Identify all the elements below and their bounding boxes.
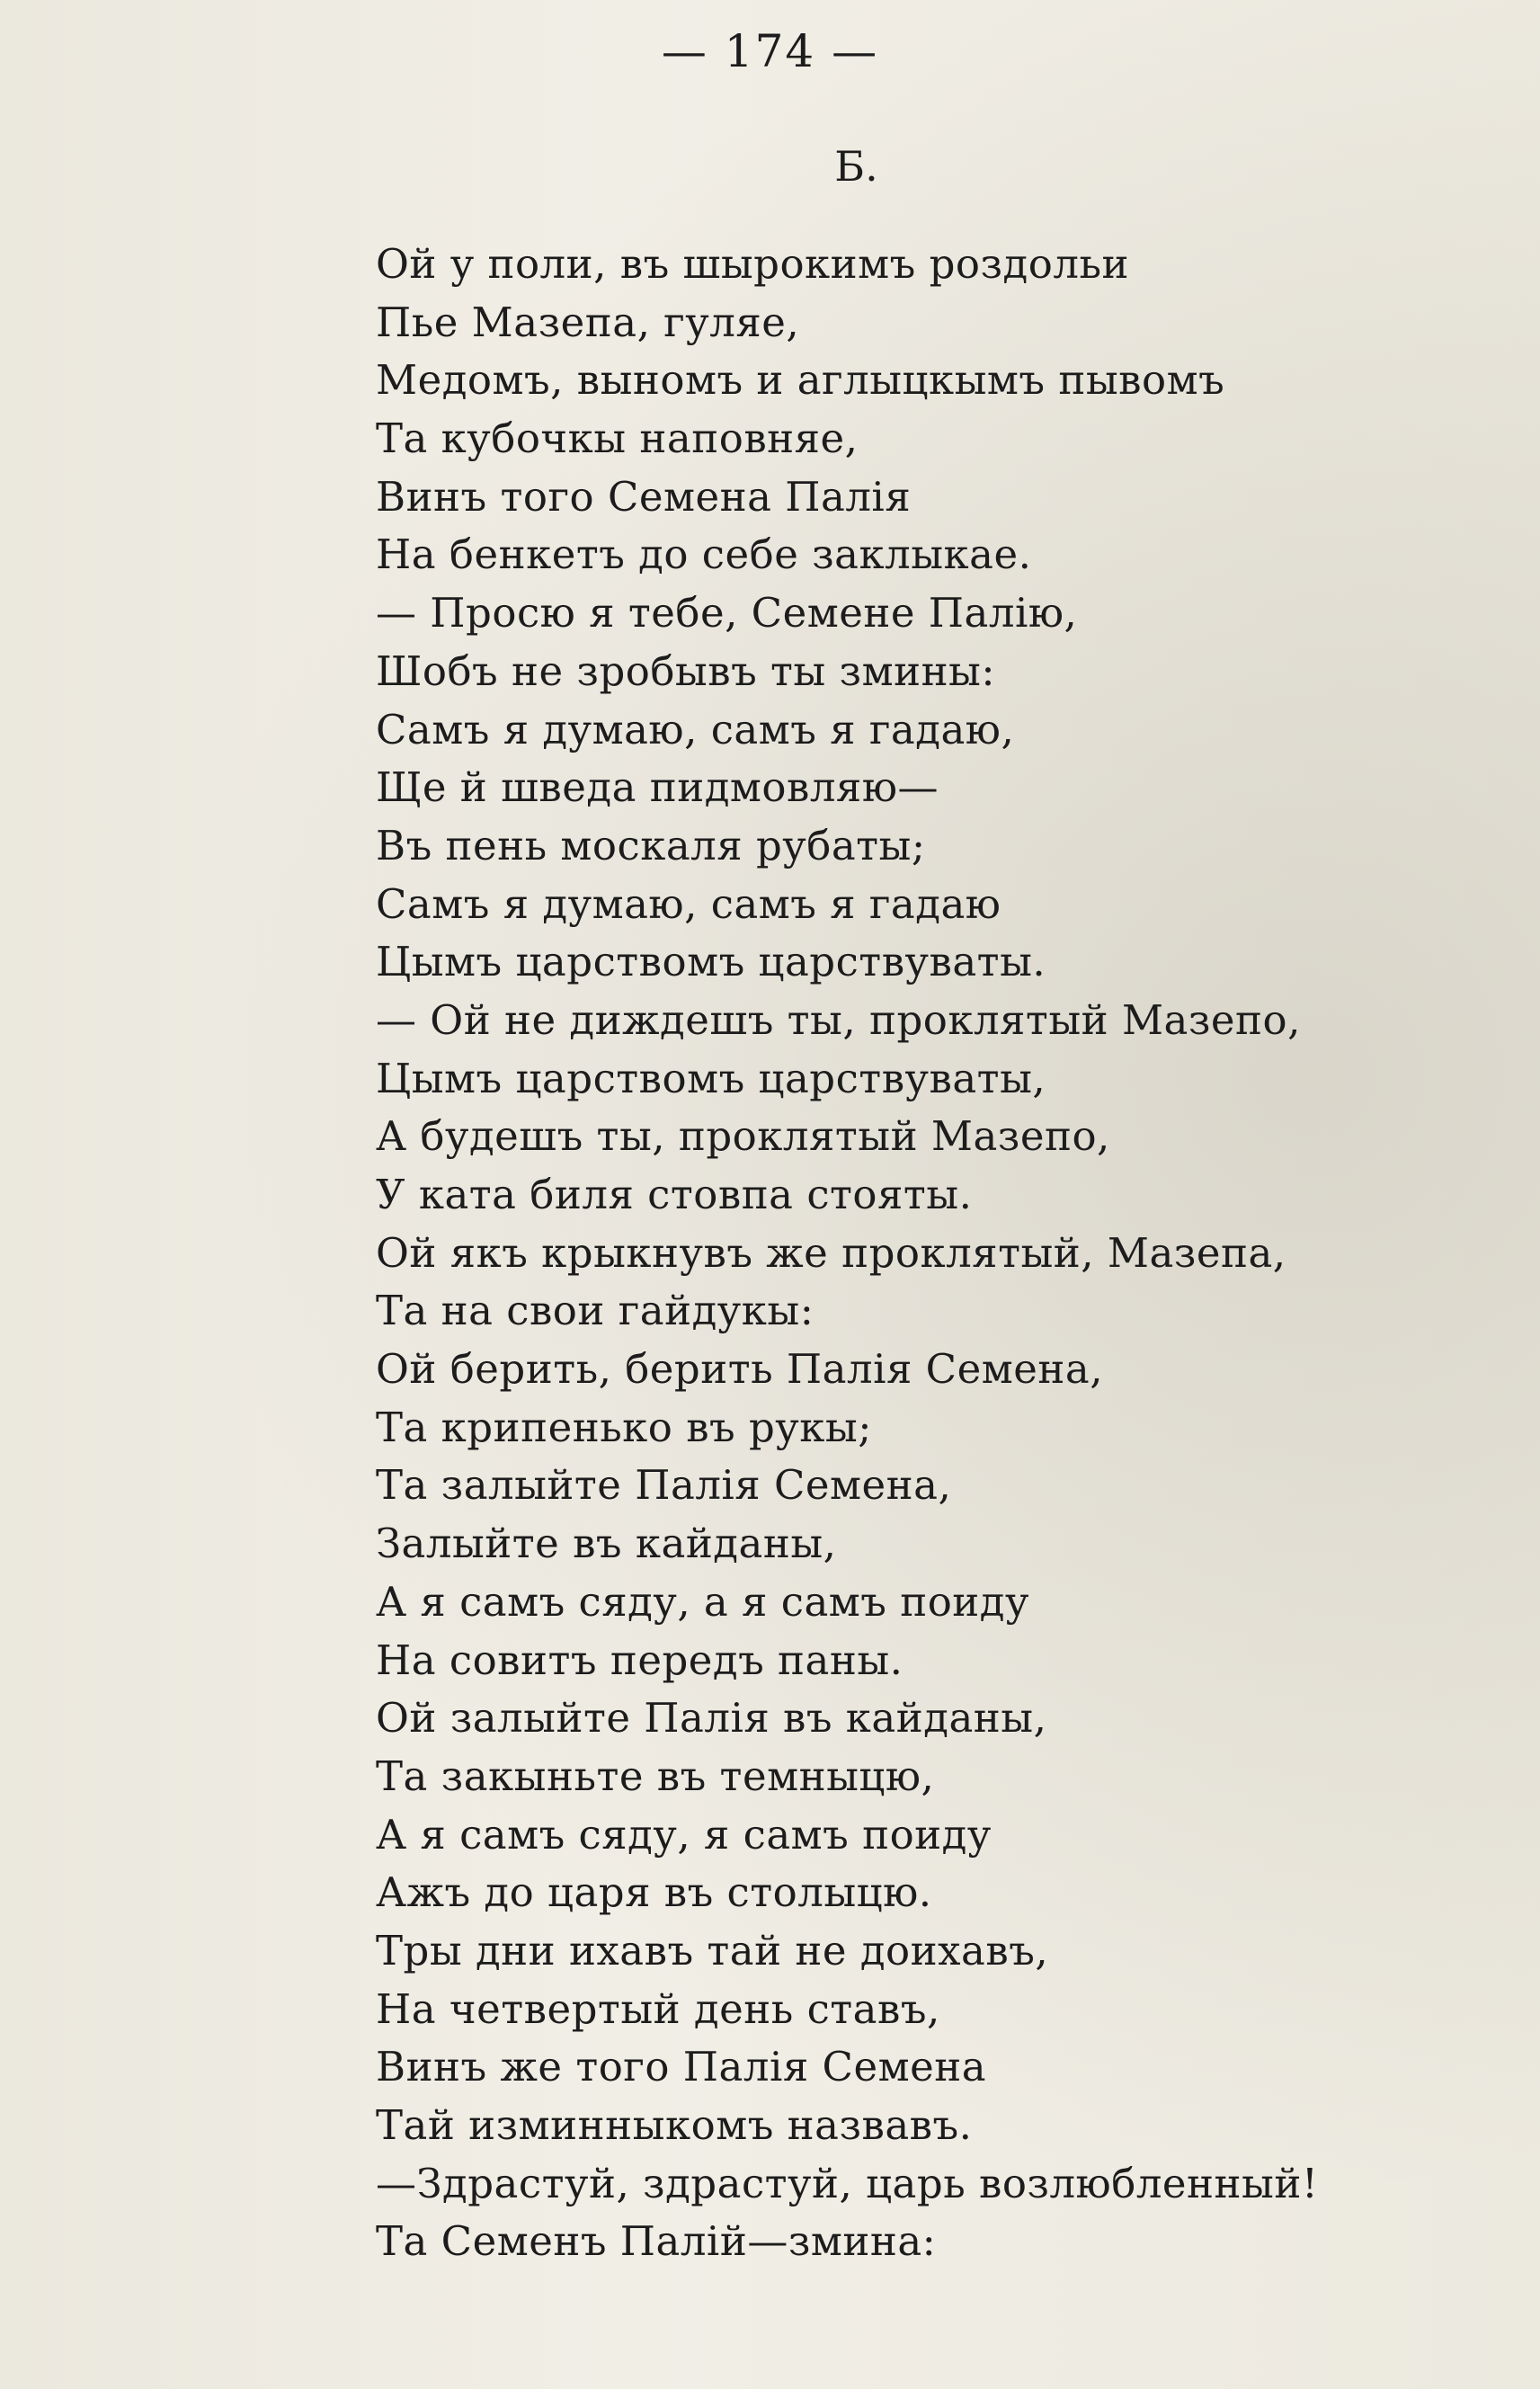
poem-line: А я самъ сяду, я самъ поиду: [376, 1810, 992, 1859]
poem-line: Медомъ, выномъ и аглыцкымъ пывомъ: [376, 356, 1225, 405]
poem-line: Тай изминныкомъ назвавъ.: [376, 2101, 973, 2149]
poem-line: Ой залыйте Палія въ кайданы,: [376, 1694, 1047, 1743]
poem-line: Винъ того Семена Палія: [376, 472, 912, 521]
poem-line: Самъ я думаю, самъ я гадаю,: [376, 705, 1015, 753]
poem-line: Шобъ не зробывъ ты змины:: [376, 646, 996, 695]
poem-line: Залыйте въ кайданы,: [376, 1520, 837, 1568]
poem-line: На бенкетъ до себе заклыкае.: [376, 530, 1032, 579]
poem-text: [376, 236, 1318, 2271]
poem-line: У ката биля стовпа стояты.: [376, 1171, 973, 1218]
poem-line: А будешъ ты, проклятый Мазепо,: [376, 1112, 1110, 1161]
poem-line: Ажъ до царя въ столыцю.: [376, 1868, 932, 1917]
poem-line: Ще й шведа пидмовляю—: [376, 763, 939, 812]
section-heading: Б.: [834, 142, 878, 191]
poem-line: Та крипенько въ рукы;: [376, 1403, 872, 1451]
poem-line: Тры дни ихавъ тай не доихавъ,: [376, 1926, 1049, 1974]
poem-line: Та Семенъ Палій—змина:: [376, 2217, 937, 2266]
poem-line: А я самъ сяду, а я самъ поиду: [376, 1577, 1029, 1626]
poem-line: Самъ я думаю, самъ я гадаю: [376, 879, 1001, 928]
poem-line: Цымъ царствомъ царствуваты.: [376, 938, 1046, 986]
poem-line: На четвертый день ставъ,: [376, 1984, 940, 2033]
poem-line: Винъ же того Палія Семена: [376, 2043, 987, 2091]
poem-line: Ой якъ крыкнувъ же проклятый, Мазепа,: [376, 1228, 1286, 1277]
poem-line: Та закыньте въ темныцю,: [376, 1752, 935, 1800]
poem-line: —Здрастуй, здрастуй, царь возлюбленный!: [376, 2159, 1319, 2207]
poem-line: Ой у поли, въ шырокимъ роздольи: [376, 240, 1129, 288]
poem-line: — Просю я тебе, Семене Палію,: [376, 589, 1078, 637]
poem-line: Цымъ царствомъ царствуваты,: [376, 1054, 1046, 1102]
poem-line: Та кубочкы наповняе,: [376, 415, 859, 463]
poem-line: На совитъ передъ паны.: [376, 1636, 904, 1684]
page-number: — 174 —: [661, 25, 879, 77]
poem-line: Та залыйте Палія Семена,: [376, 1461, 952, 1510]
poem-line: Пье Мазепа, гуляе,: [376, 298, 800, 346]
poem-line: — Ой не диждешъ ты, проклятый Мазепо,: [376, 995, 1301, 1044]
poem-line: Та на свои гайдукы:: [376, 1287, 815, 1335]
poem-line: Въ пень москаля рубаты;: [376, 821, 926, 869]
poem-line: Ой берить, берить Палія Семена,: [376, 1345, 1103, 1394]
